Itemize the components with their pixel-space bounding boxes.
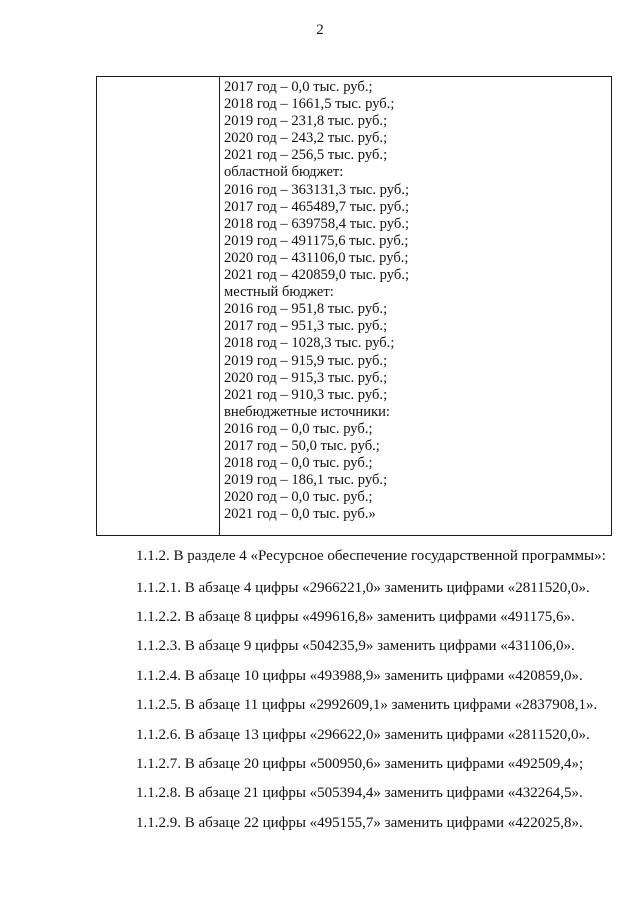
amendment-item: 1.1.2.6. В абзаце 13 цифры «296622,0» заменить цифрами «2811520,0». (136, 727, 590, 743)
table-left-cell (97, 77, 220, 535)
funding-line: 2016 год – 0,0 тыс. руб.; (224, 420, 373, 437)
amendment-item: 1.1.2.9. В абзаце 22 цифры «495155,7» заменить цифрами «422025,8». (136, 815, 583, 831)
funding-section-heading: местный бюджет: (224, 284, 334, 301)
funding-line: 2018 год – 1661,5 тыс. руб.; (224, 96, 395, 113)
amendment-item: 1.1.2.7. В абзаце 20 цифры «500950,6» заменить цифрами «492509,4»; (136, 756, 584, 772)
funding-line: 2018 год – 1028,3 тыс. руб.; (224, 335, 395, 352)
funding-table (96, 76, 612, 536)
funding-section-heading: внебюджетные источники: (224, 403, 390, 420)
funding-line: 2017 год – 0,0 тыс. руб.; (224, 79, 373, 95)
funding-line: 2016 год – 363131,3 тыс. руб.; (224, 181, 410, 198)
amendment-item: 1.1.2.8. В абзаце 21 цифры «505394,4» заменить цифрами «432264,5». (136, 785, 583, 801)
table-right-cell (224, 79, 607, 523)
funding-line: 2018 год – 639758,4 тыс. руб.; (224, 215, 410, 232)
funding-line: 2019 год – 186,1 тыс. руб.; (224, 472, 388, 489)
funding-line: 2020 год – 0,0 тыс. руб.; (224, 489, 373, 506)
funding-line: 2017 год – 951,3 тыс. руб.; (224, 318, 388, 335)
funding-line: 2019 год – 491175,6 тыс. руб.; (224, 232, 409, 249)
funding-line: 2019 год – 231,8 тыс. руб.; (224, 113, 388, 130)
amendment-item: 1.1.2.4. В абзаце 10 цифры «493988,9» заменить цифрами «420859,0». (136, 668, 583, 684)
funding-line: 2021 год – 0,0 тыс. руб.» (224, 506, 376, 523)
funding-section-heading: областной бюджет: (224, 164, 344, 181)
funding-line: 2019 год – 915,9 тыс. руб.; (224, 352, 388, 369)
funding-line: 2016 год – 951,8 тыс. руб.; (224, 301, 388, 318)
amendment-item: 1.1.2.5. В абзаце 11 цифры «2992609,1» заменить цифрами «2837908,1». (136, 697, 598, 713)
funding-line: 2020 год – 243,2 тыс. руб.; (224, 130, 388, 147)
amendment-heading: 1.1.2. В разделе 4 «Ресурсное обеспечение государственной программы»: (136, 548, 606, 564)
amendment-item: 1.1.2.3. В абзаце 9 цифры «504235,9» заменить цифрами «431106,0». (136, 638, 575, 654)
funding-line: 2017 год – 465489,7 тыс. руб.; (224, 198, 410, 215)
amendment-item: 1.1.2.1. В абзаце 4 цифры «2966221,0» заменить цифрами «2811520,0». (136, 580, 590, 596)
funding-line: 2020 год – 431106,0 тыс. руб.; (224, 249, 409, 266)
funding-line: 2020 год – 915,3 тыс. руб.; (224, 369, 388, 386)
funding-line: 2021 год – 256,5 тыс. руб.; (224, 147, 388, 164)
funding-line: 2021 год – 420859,0 тыс. руб.; (224, 267, 410, 284)
funding-line: 2017 год – 50,0 тыс. руб.; (224, 437, 380, 454)
page-number: 2 (316, 22, 324, 38)
funding-line: 2018 год – 0,0 тыс. руб.; (224, 455, 373, 472)
funding-line: 2021 год – 910,3 тыс. руб.; (224, 386, 388, 403)
amendment-item: 1.1.2.2. В абзаце 8 цифры «499616,8» заменить цифрами «491175,6». (136, 609, 575, 625)
